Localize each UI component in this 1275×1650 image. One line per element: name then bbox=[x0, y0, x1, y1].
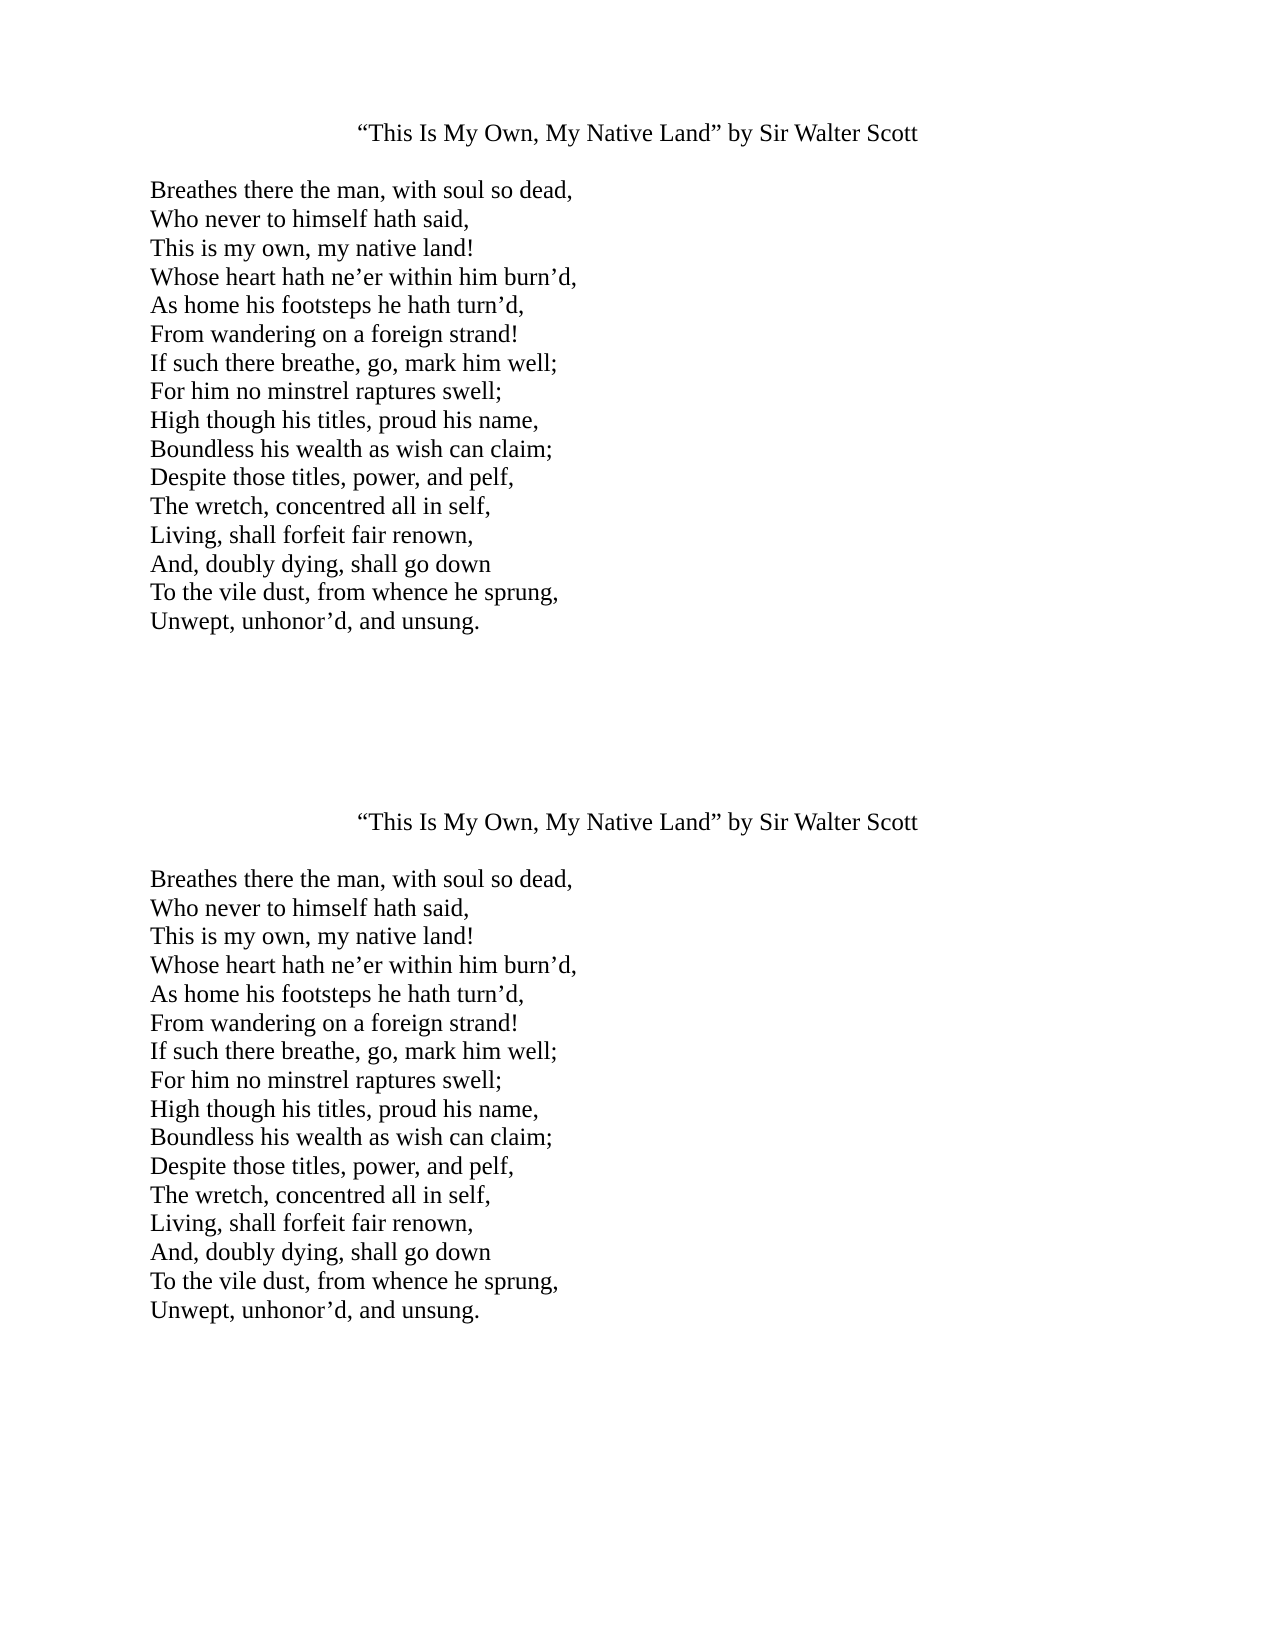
poem-section-2 bbox=[150, 809, 1125, 1326]
poem-line: If such there breathe, go, mark him well; bbox=[150, 349, 558, 377]
poem-line: And, doubly dying, shall go down bbox=[150, 550, 491, 578]
poem-line: The wretch, concentred all in self, bbox=[150, 493, 491, 521]
poem-line: This is my own, my native land! bbox=[150, 234, 475, 262]
poem-line: High though his titles, proud his name, bbox=[150, 1095, 539, 1123]
poem-line: For him no minstrel raptures swell; bbox=[150, 378, 503, 406]
poem-line: The wretch, concentred all in self, bbox=[150, 1181, 491, 1209]
poem-line: As home his footsteps he hath turn’d, bbox=[150, 980, 525, 1008]
poem-line: Breathes there the man, with soul so dead, bbox=[150, 866, 573, 894]
poem-line: From wandering on a foreign strand! bbox=[150, 320, 519, 348]
poem-line: Whose heart hath ne’er within him burn’d, bbox=[150, 952, 577, 980]
poem-line: To the vile dust, from whence he sprung, bbox=[150, 579, 559, 607]
poem-line: Unwept, unhonor’d, and unsung. bbox=[150, 607, 481, 635]
poem-line: Boundless his wealth as wish can claim; bbox=[150, 435, 553, 463]
poem-line: Breathes there the man, with soul so dead, bbox=[150, 177, 573, 205]
poem-title: “This Is My Own, My Native Land” by Sir Walter Scott bbox=[357, 120, 918, 147]
poem-line: Who never to himself hath said, bbox=[150, 894, 470, 922]
blank-line bbox=[150, 149, 1125, 178]
poem-line: Whose heart hath ne’er within him burn’d, bbox=[150, 263, 577, 291]
poem-line: If such there breathe, go, mark him well; bbox=[150, 1038, 558, 1066]
poem-line: Boundless his wealth as wish can claim; bbox=[150, 1124, 553, 1152]
poem-line: And, doubly dying, shall go down bbox=[150, 1239, 491, 1267]
poem-line: As home his footsteps he hath turn’d, bbox=[150, 292, 525, 320]
poem-line: Living, shall forfeit fair renown, bbox=[150, 521, 474, 549]
poem-line: To the vile dust, from whence he sprung, bbox=[150, 1267, 559, 1295]
poem-line: Despite those titles, power, and pelf, bbox=[150, 464, 515, 492]
poem-line: For him no minstrel raptures swell; bbox=[150, 1066, 503, 1094]
poem-line: Despite those titles, power, and pelf, bbox=[150, 1153, 515, 1181]
poem-line: Unwept, unhonor’d, and unsung. bbox=[150, 1296, 481, 1324]
poem-line: From wandering on a foreign strand! bbox=[150, 1009, 519, 1037]
poem-line: High though his titles, proud his name, bbox=[150, 407, 539, 435]
poem-line: Living, shall forfeit fair renown, bbox=[150, 1210, 474, 1238]
poem-line: This is my own, my native land! bbox=[150, 923, 475, 951]
poem-line: Who never to himself hath said, bbox=[150, 206, 470, 234]
section-gap bbox=[150, 637, 1125, 809]
poem-title: “This Is My Own, My Native Land” by Sir Walter Scott bbox=[357, 808, 918, 836]
poem-section-1 bbox=[150, 120, 1125, 637]
blank-line bbox=[150, 837, 1125, 866]
